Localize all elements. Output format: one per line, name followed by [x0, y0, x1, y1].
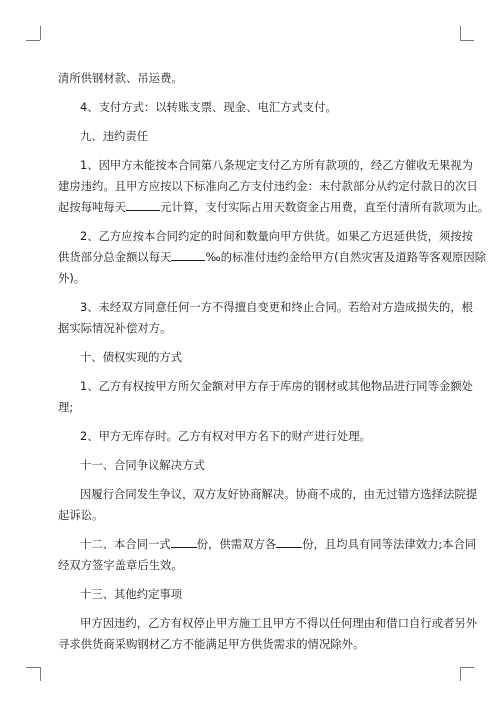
- paragraph-breach-clause-3: 3、未经双方同意任何一方不得擅自变更和终止合同。若给对方造成损失的，根 据实际情况补偿对方。: [58, 301, 474, 335]
- document-body: [58, 68, 490, 663]
- blank-fill-permille: [171, 248, 205, 261]
- heading-debt-realization: 十、债权实现的方式: [80, 351, 183, 364]
- crop-mark-top-right-h: [460, 40, 474, 41]
- crop-mark-bottom-left-v: [40, 667, 41, 681]
- crop-mark-top-right-v: [460, 26, 461, 40]
- crop-mark-bottom-right-h: [460, 667, 474, 668]
- paragraph-dispute-clause: 因履行合同发生争议，双方友好协商解决。协商不成的，由无过错方选择法院提 起诉讼。: [58, 488, 478, 522]
- crop-mark-bottom-left-h: [26, 667, 40, 668]
- blank-fill-copies-each: [276, 535, 302, 548]
- paragraph-other-terms: 甲方因违约，乙方有权停止甲方施工且甲方不得以任何理由和借口自行或者另外 寻求供货商采购钢材乙方不能满足甲方供货需求的情况除外。: [58, 617, 478, 651]
- heading-other-terms: 十三、其他约定事项: [80, 588, 183, 601]
- paragraph-debt-clause-2: 2、甲方无库存时。乙方有权对甲方名下的财产进行处理。: [80, 430, 371, 443]
- paragraph-debt-clause-1: 1、乙方有权按甲方所欠金额对甲方存于库房的钢材或其他物品进行同等金额处 理;: [58, 380, 474, 414]
- blank-fill-daily-rate: [126, 198, 160, 211]
- blank-fill-copies-total: [171, 535, 197, 548]
- paragraph-copies-clause: 十二、本合同一式 份，供需双方各 份，且均具有同等法律效力;本合同 经双方签字盖章后生效。: [58, 534, 448, 576]
- paragraph-payment-method: 4、支付方式：以转账支票、现金、电汇方式支付。: [80, 101, 337, 114]
- paragraph-breach-clause-2: 2、乙方应按本合同约定的时间和数量向甲方供货。如果乙方迟延供货，须按按 供货部分总金额以每天 ‰的标准付违约金给甲方(自然灾害及道路等客观原因除 外)。: [58, 230, 487, 285]
- crop-mark-bottom-right-v: [460, 667, 461, 681]
- crop-mark-top-left-v: [40, 26, 41, 40]
- heading-dispute-resolution: 十一、合同争议解决方式: [80, 459, 205, 472]
- paragraph-payment-remainder: 清所供钢材款、吊运费。: [58, 72, 183, 85]
- heading-breach-liability: 九、违约责任: [80, 130, 149, 143]
- crop-mark-top-left-h: [26, 40, 40, 41]
- paragraph-breach-clause-1: 1、因甲方未能按本合同第八条规定支付乙方所有款项的，经乙方催收无果视为 建房违约。且甲方应按以下标准向乙方支付违约金：未付款部分从约定付款日的次日 起按每吨每天 元计算，支付实际占用天数资金占用费，直至付清所有款项为止。: [58, 159, 490, 214]
